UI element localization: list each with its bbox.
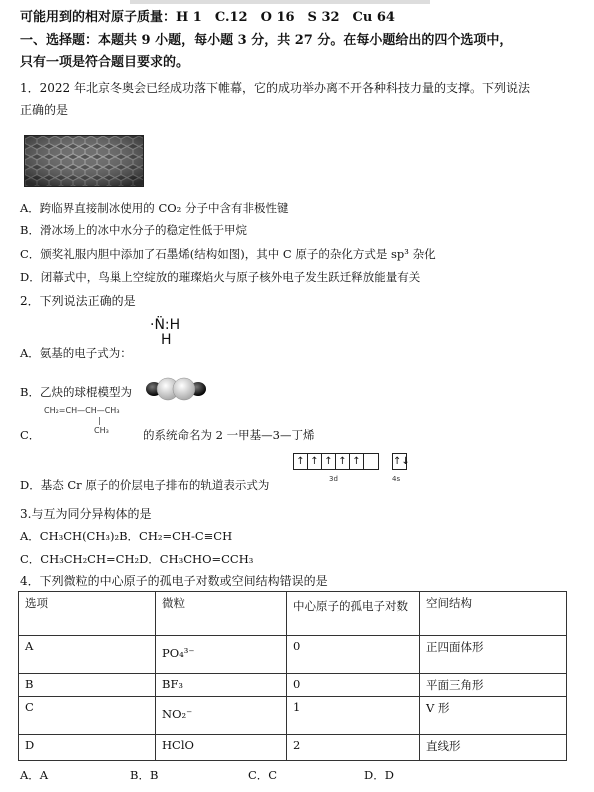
q2-c-structure xyxy=(44,406,120,436)
table-cell: V 形 xyxy=(420,697,567,735)
section-heading-line-1: 一、选择题：本题共 9 小题，每小题 3 分，共 27 分。在每小题给出的四个选项中， xyxy=(20,33,513,48)
header-cell: 选项 xyxy=(19,592,156,636)
table-cell: 0 xyxy=(287,674,420,697)
orbital-3d-box: ↑ xyxy=(349,453,364,470)
graphene-structure-image xyxy=(24,135,144,187)
header-cell: 微粒 xyxy=(156,592,287,636)
struct-branch-methyl: CH₃ xyxy=(94,426,109,435)
q2-option-b: B．乙炔的球棍模型为 xyxy=(20,385,132,399)
table-row xyxy=(19,674,567,697)
orbital-3d-box: ↑ xyxy=(307,453,322,470)
acetylene-ball-stick-model xyxy=(145,376,207,402)
table-header-row xyxy=(19,592,567,636)
table-row xyxy=(19,697,567,735)
table-cell: 平面三角形 xyxy=(420,674,567,697)
table-cell: A xyxy=(19,636,156,674)
table-cell: 0 xyxy=(287,636,420,674)
table-cell: 直线形 xyxy=(420,735,567,761)
orbital-4s-box: ↑↓ xyxy=(392,453,407,470)
struct-main-chain: CH₂=CH—CH—CH₃ xyxy=(44,406,120,415)
q2-stem: 2．下列说法正确的是 xyxy=(20,294,136,308)
section-heading-line-2: 只有一项是符合题目要求的。 xyxy=(20,55,190,70)
cropped-header-strip xyxy=(130,0,430,4)
table-cell: D xyxy=(19,735,156,761)
q1-stem-line-2: 正确的是 xyxy=(20,103,69,117)
header-cell: 中心原子的孤电子对数 xyxy=(287,592,420,636)
orbital-3d-box: ↑ xyxy=(335,453,350,470)
atomic-masses-line: 可能用到的相对原子质量：H 1 C.12 O 16 S 32 Cu 64 xyxy=(20,10,395,25)
table-cell: 2 xyxy=(287,735,420,761)
table-cell: BF₃ xyxy=(156,674,287,697)
q3-stem: 3.与互为同分异构体的是 xyxy=(20,507,152,521)
q2-option-c-text: 的系统命名为 2 一甲基—3—丁烯 xyxy=(143,428,315,442)
lewis-top-row: ·N̈:H xyxy=(150,317,181,333)
q2-option-d: D．基态 Cr 原子的价层电子排布的轨道表示式为 xyxy=(20,478,270,492)
table-cell: B xyxy=(19,674,156,697)
table-cell: C xyxy=(19,697,156,735)
q4-stem: 4．下列微粒的中心原子的孤电子对数或空间结构错误的是 xyxy=(20,574,328,588)
orbital-3d-box: ↑ xyxy=(321,453,336,470)
struct-branch-bond: | xyxy=(98,416,101,425)
q2-option-c-label: C． xyxy=(20,428,41,442)
orbital-3d-box-empty xyxy=(363,453,379,470)
amino-lewis-structure xyxy=(150,318,180,348)
table-cell: 正四面体形 xyxy=(420,636,567,674)
table-cell: HClO xyxy=(156,735,287,761)
answer-option-d: D．D xyxy=(364,768,394,782)
orbital-3d-box: ↑ xyxy=(293,453,308,470)
q2-option-a: A．氨基的电子式为： xyxy=(20,346,132,360)
answer-option-c: C．C xyxy=(248,768,278,782)
table-row xyxy=(19,735,567,761)
label-4s: 4s xyxy=(392,475,401,483)
q3-options-cd: C．CH₃CH₂CH=CH₂D．CH₃CHO=CCH₃ xyxy=(20,552,254,566)
q4-answer-options xyxy=(20,767,394,783)
table-cell: 1 xyxy=(287,697,420,735)
q1-option-c: C．颁奖礼服内胆中添加了石墨烯(结构如图)，其中 C 原子的杂化方式是 sp³ 杂化 xyxy=(20,247,436,261)
answer-option-a: A．A xyxy=(20,768,49,782)
lewis-bottom-h: H xyxy=(161,332,172,348)
table-cell: PO₄³⁻ xyxy=(156,636,287,674)
header-cell: 空间结构 xyxy=(420,592,567,636)
q1-option-a: A．跨临界直接制冰使用的 CO₂ 分子中含有非极性键 xyxy=(20,201,289,215)
table-row xyxy=(19,636,567,674)
table-cell: NO₂⁻ xyxy=(156,697,287,735)
answer-option-b: B．B xyxy=(130,768,159,782)
q1-option-b: B．滑冰场上的冰中水分子的稳定性低于甲烷 xyxy=(20,223,247,237)
q4-table xyxy=(18,591,567,761)
label-3d: 3d xyxy=(329,475,338,483)
cr-orbital-diagram xyxy=(293,453,410,483)
q3-options-ab: A．CH₃CH(CH₃)₂B．CH₂=CH-C≡CH xyxy=(20,529,233,543)
q1-option-d: D．闭幕式中，鸟巢上空绽放的璀璨焰火与原子核外电子发生跃迁释放能量有关 xyxy=(20,270,421,284)
q1-stem-line-1: 1．2022 年北京冬奥会已经成功落下帷幕，它的成功举办离不开各种科技力量的支撑。下列说法 xyxy=(20,81,530,95)
